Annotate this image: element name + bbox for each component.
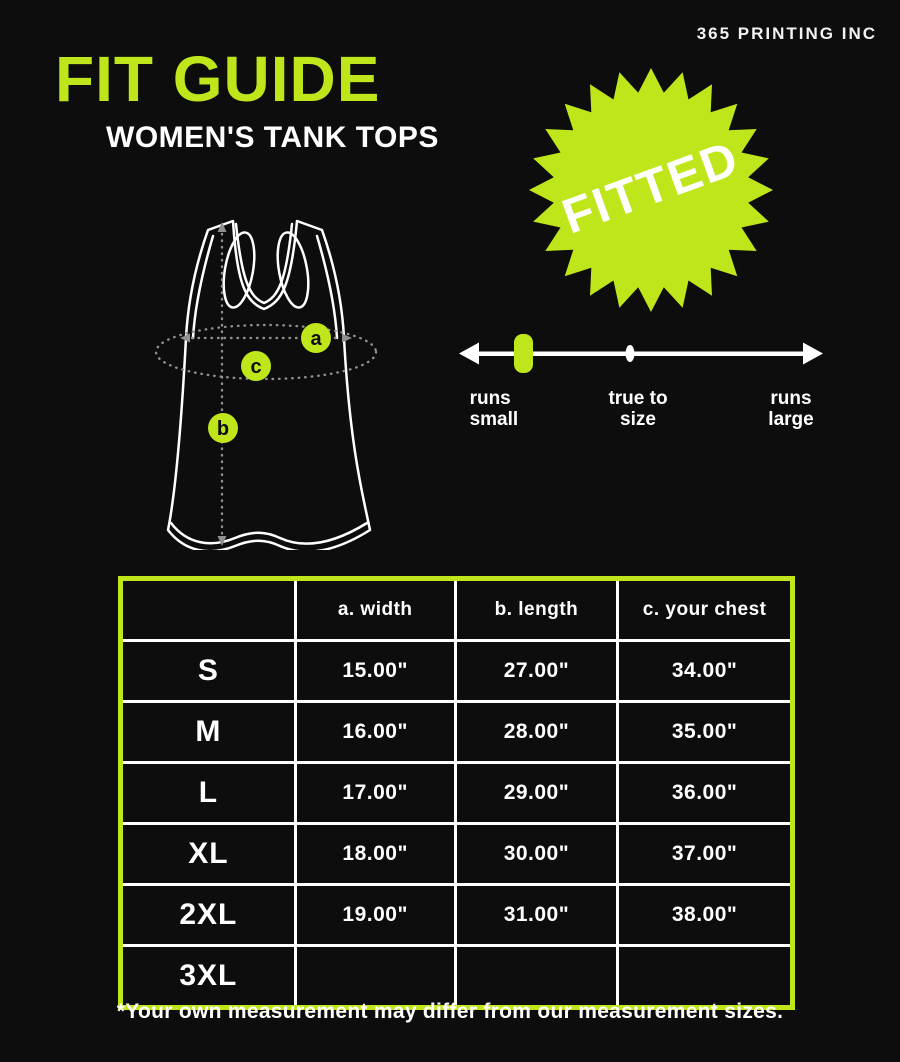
scale-marker <box>514 334 533 373</box>
col-header-size <box>121 579 296 641</box>
page-title: FIT GUIDE <box>55 43 381 115</box>
size-label: S <box>121 641 296 702</box>
scale-label-runs-small: runs small <box>469 388 519 431</box>
col-header-length: b. length <box>455 579 618 641</box>
length-value: 28.00" <box>455 702 618 763</box>
fitted-badge-label: FITTED <box>555 131 747 245</box>
length-value: 30.00" <box>455 824 618 885</box>
width-value: 19.00" <box>295 885 455 946</box>
fitted-badge <box>525 64 777 316</box>
table-row-s <box>121 641 793 702</box>
width-value: 17.00" <box>295 763 455 824</box>
header-row <box>121 579 793 641</box>
chest-value <box>618 946 793 1008</box>
table-row-m <box>121 702 793 763</box>
size-label: L <box>121 763 296 824</box>
width-value: 16.00" <box>295 702 455 763</box>
tank-outline <box>168 221 370 550</box>
size-label: 2XL <box>121 885 296 946</box>
true-to-size-dot <box>626 345 635 362</box>
scale-label-runs-large: runs large <box>768 388 814 431</box>
scale-label-true-to-size: true to size <box>608 388 668 431</box>
col-header-width: a. width <box>295 579 455 641</box>
size-label: M <box>121 702 296 763</box>
page-subtitle: WOMEN'S TANK TOPS <box>106 121 439 154</box>
size-label: 3XL <box>121 946 296 1008</box>
length-value <box>455 946 618 1008</box>
table-row-3xl <box>121 946 793 1008</box>
size-chart-table <box>118 576 795 1010</box>
marker-c-label: c <box>250 356 262 378</box>
chest-value: 35.00" <box>618 702 793 763</box>
fit-scale <box>455 331 827 377</box>
col-header-chest: c. your chest <box>618 579 793 641</box>
chest-value: 36.00" <box>618 763 793 824</box>
fit-scale-labels <box>455 388 827 440</box>
table-row-2xl <box>121 885 793 946</box>
width-value: 18.00" <box>295 824 455 885</box>
chest-value: 38.00" <box>618 885 793 946</box>
scale-arrow-left-icon <box>459 343 479 365</box>
width-value: 15.00" <box>295 641 455 702</box>
length-value: 27.00" <box>455 641 618 702</box>
width-arrow-right-icon <box>342 334 352 343</box>
marker-a-label: a <box>310 328 322 350</box>
length-value: 31.00" <box>455 885 618 946</box>
size-label: XL <box>121 824 296 885</box>
scale-arrow-right-icon <box>803 343 823 365</box>
chest-value: 37.00" <box>618 824 793 885</box>
marker-b-label: b <box>216 418 230 440</box>
brand-name: 365 PRINTING INC <box>696 24 877 43</box>
width-value <box>295 946 455 1008</box>
table-row-l <box>121 763 793 824</box>
length-value: 29.00" <box>455 763 618 824</box>
chest-value: 34.00" <box>618 641 793 702</box>
tank-top-diagram <box>140 190 420 550</box>
table-row-xl <box>121 824 793 885</box>
footnote: *Your own measurement may differ from our measurement sizes. <box>116 1000 784 1023</box>
